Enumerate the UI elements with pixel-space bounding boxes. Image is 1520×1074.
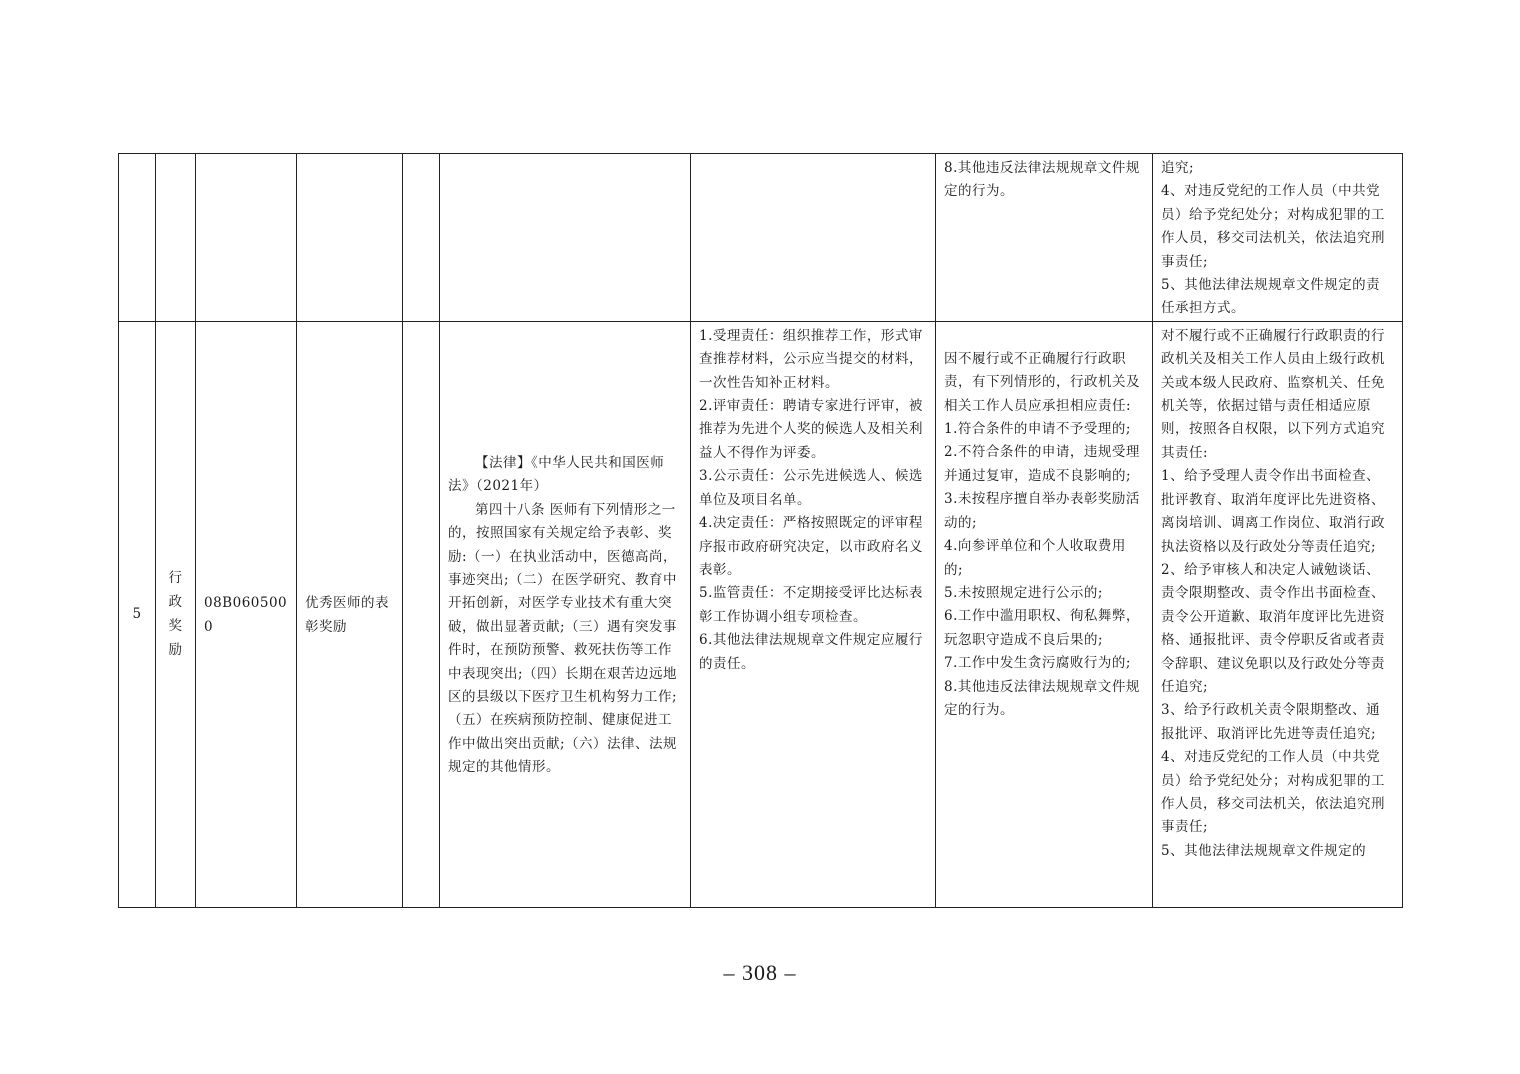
violation-item: 7.工作中发生贪污腐败行为的; [944,655,1131,672]
item-name: 优秀医师的表彰奖励 [305,595,389,635]
sub-item-cell [403,321,440,907]
item-name-cell [297,321,403,907]
row-number: 5 [132,605,142,622]
code-cell [196,154,297,322]
accountability-item: 2、给予审核人和决定人诫勉谈话、责令限期整改、责令作出书面检查、责令公开道歉、取消年度评比先进资格、通报批评、责令停职反省或者责令辞职、建议免职以及行政处分等责任追究; [1161,561,1385,695]
table-row [119,154,1403,322]
violation-item: 8.其他违反法律法规规章文件规定的行为。 [944,678,1140,718]
violation-item: 3.未按程序擅自举办表彰奖励活动的; [944,491,1140,531]
page-number: – 308 – [723,960,797,985]
responsibility-item: 1.受理责任：组织推荐工作，形式审查推荐材料，公示应当提交的材料，一次性告知补正材料。 [699,327,923,391]
seq-cell [119,154,156,322]
accountability-cell [1153,154,1403,322]
responsibility-item: 3.公示责任：公示先进候选人、候选单位及项目名单。 [699,468,923,508]
accountability-item: 追究; [1161,160,1195,176]
responsibility-item: 6.其他法律法规规章文件规定应履行的责任。 [699,632,923,672]
violation-item: 2.不符合条件的申请，违规受理并通过复审，造成不良影响的; [944,444,1140,484]
item-name-cell [297,154,403,322]
accountability-item: 5、其他法律法规规章文件规定的 [1161,842,1367,859]
law-article: 第四十八条 医师有下列情形之一的，按照国家有关规定给予表彰、奖励:（一）在执业活动中，医德高尚，事迹突出;（二）在医学研究、教育中开拓创新，对医学专业技术有重大突破，做出显著贡献;（三）遇有突发事件时，在预防预警、救死扶伤等工作中表现突出;（四）长期在艰苦边远地区的县级以下医疗卫生机构努力工作;（五）在疾病预防控制、健康促进工作中做出突出贡献;（六）法律、法规规定的其他情形。 [448,501,678,776]
category-cell [156,154,196,322]
responsibility-cell [691,321,936,907]
violation-item: 1.符合条件的申请不予受理的; [944,421,1131,438]
category-cell [156,321,196,907]
responsibility-item: 2.评审责任：聘请专家进行评审，被推荐为先进个人奖的候选人及相关利益人不得作为评委。 [699,398,923,461]
accountability-item: 1、给予受理人责令作出书面检查、批评教育、取消年度评比先进资格、离岗培训、调离工作岗位、取消行政执法资格以及行政处分等责任追究; [1161,468,1385,555]
sub-item-cell [403,154,440,322]
violations-cell [936,154,1153,322]
accountability-intro: 对不履行或不正确履行行政职责的行政机关及相关工作人员由上级行政机关或本级人民政府、监察机关、任免机关等，依据过错与责任相适应原则，按照各自权限，以下列方式追究其责任: [1161,327,1385,461]
responsibility-item: 4.决定责任：严格按照既定的评审程序报市政府研究决定，以市政府名义表彰。 [699,515,923,578]
violation-item: 4.向参评单位和个人收取费用的; [944,538,1126,578]
legal-basis-cell [440,154,691,322]
responsibility-cell [691,154,936,322]
violation-intro: 因不履行或不正确履行行政职责，有下列情形的，行政机关及相关工作人员应承担相应责任: [944,350,1140,414]
accountability-item: 5、其他法律法规规章文件规定的责任承担方式。 [1161,277,1381,317]
category-label: 行政奖励 [168,570,183,659]
violation-item: 8.其他违反法律法规规章文件规定的行为。 [944,160,1140,200]
seq-cell [119,321,156,907]
accountability-cell [1153,321,1403,907]
law-title: 【法律】《中华人民共和国医师法》（2021年） [448,455,665,495]
accountability-item: 4、对违反党纪的工作人员（中共党员）给予党纪处分；对构成犯罪的工作人员，移交司法机关，依法追究刑事责任; [1161,183,1385,270]
violation-item: 6.工作中滥用职权、徇私舞弊，玩忽职守造成不良后果的; [944,608,1140,648]
code-cell [196,321,297,907]
powers-responsibility-table [118,153,1403,908]
table-row [119,321,1403,907]
accountability-item: 4、对违反党纪的工作人员（中共党员）给予党纪处分；对构成犯罪的工作人员，移交司法机关，依法追究刑事责任; [1161,749,1385,836]
violations-cell [936,321,1153,907]
accountability-item: 3、给予行政机关责令限期整改、通报批评、取消评比先进等责任追究; [1161,702,1381,742]
responsibility-item: 5.监管责任：不定期接受评比达标表彰工作协调小组专项检查。 [699,585,923,625]
legal-basis-cell [440,321,691,907]
violation-item: 5.未按照规定进行公示的; [944,584,1103,601]
item-code: 08B0605000 [204,595,288,635]
